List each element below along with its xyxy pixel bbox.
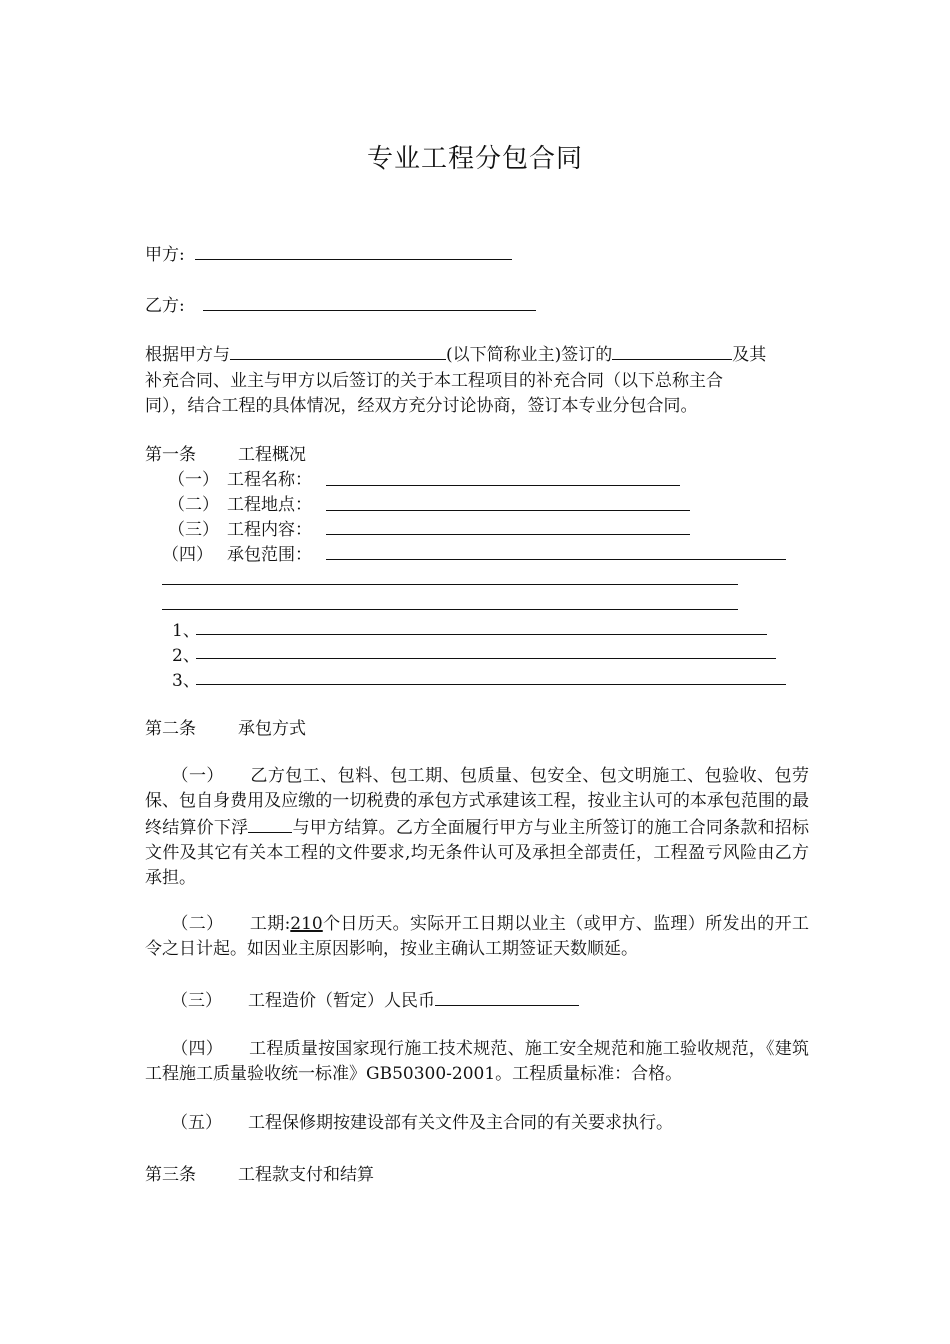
clause-index: （三） bbox=[171, 991, 222, 1011]
party-b-blank[interactable] bbox=[203, 310, 536, 311]
discount-blank[interactable] bbox=[248, 814, 292, 833]
price-blank[interactable] bbox=[435, 987, 579, 1006]
intro-line-2: 补充合同、业主与甲方以后签订的关于本工程项目的补充合同（以下总称主合 bbox=[145, 371, 723, 391]
article1-num: 第一条 bbox=[145, 445, 196, 465]
article3-title: 工程款支付和结算 bbox=[238, 1165, 374, 1185]
article2-num: 第二条 bbox=[145, 719, 196, 739]
article3-heading bbox=[145, 1160, 374, 1185]
clause-index: （二） bbox=[171, 914, 224, 934]
sub-item-1: 1、 bbox=[172, 621, 200, 641]
owner-blank[interactable] bbox=[230, 341, 446, 360]
document-title: 专业工程分包合同 bbox=[366, 144, 583, 174]
intro-line-3: 同），结合工程的具体情况，经双方充分讨论协商，签订本专业分包合同。 bbox=[145, 396, 698, 416]
item-label: 承包范围： bbox=[227, 545, 312, 565]
party-a-blank[interactable] bbox=[195, 259, 512, 260]
contract-blank[interactable] bbox=[612, 341, 732, 360]
item-index: （一） bbox=[168, 470, 219, 490]
party-a bbox=[145, 240, 185, 265]
article2-clause-4 bbox=[145, 1037, 809, 1087]
clause-text: 工程保修期按建设部有关文件及主合同的有关要求执行。 bbox=[248, 1113, 673, 1133]
article2-clause-2 bbox=[145, 912, 809, 962]
project-content-blank[interactable] bbox=[326, 534, 690, 535]
scope-blank-line-3[interactable] bbox=[162, 609, 738, 610]
sub-item-3: 3、 bbox=[172, 671, 200, 691]
item-index: （二） bbox=[168, 495, 219, 515]
clause-text: 个日历天。实际开工日期以业主（或甲方、监理）所发出的开工令之日计起。如因业主原因影响，按业主确认工期签证天数顺延。 bbox=[145, 914, 809, 959]
clause-text: 与甲方结算。乙方全面履行甲方与业主所签订的施工合同条款和招标文件及其它有关本工程的文件要求,均无条件认可及承担全部责任，工程盈亏风险由乙方承担。 bbox=[145, 818, 810, 888]
article1-item-1 bbox=[168, 465, 312, 490]
clause-index: （五） bbox=[171, 1113, 222, 1133]
party-a-label: 甲方: bbox=[145, 245, 185, 265]
article2-clause-3 bbox=[145, 987, 809, 1014]
article2-clause-1 bbox=[145, 764, 809, 891]
clause-text: 工期: bbox=[249, 914, 291, 934]
scope-blank-line-2[interactable] bbox=[162, 584, 738, 585]
article3-num: 第三条 bbox=[145, 1165, 196, 1185]
sub-item-3-blank[interactable] bbox=[196, 684, 786, 685]
sub-item-2-blank[interactable] bbox=[196, 658, 776, 659]
item-label: 工程名称： bbox=[227, 470, 312, 490]
sub-item-1-blank[interactable] bbox=[196, 634, 767, 635]
clause-text: 工程造价（暂定）人民币 bbox=[248, 991, 435, 1011]
item-label: 工程内容： bbox=[227, 520, 312, 540]
duration-days: 210 bbox=[290, 914, 323, 934]
article2-title: 承包方式 bbox=[238, 719, 306, 739]
article1-title: 工程概况 bbox=[238, 445, 306, 465]
project-location-blank[interactable] bbox=[326, 510, 690, 511]
article2-clause-5 bbox=[145, 1111, 809, 1136]
article1-item-3 bbox=[168, 515, 312, 540]
project-name-blank[interactable] bbox=[326, 485, 680, 486]
clause-text: 工程质量按国家现行施工技术规范、施工安全规范和施工验收规范，《建筑工程施工质量验收统一标准》GB50300-2001。工程质量标准：合格。 bbox=[145, 1039, 810, 1084]
item-index: （四） bbox=[162, 545, 213, 565]
clause-index: （一） bbox=[171, 766, 224, 786]
party-b bbox=[145, 291, 185, 316]
intro-part2: (以下简称业主)签订的 bbox=[446, 345, 613, 365]
clause-text: 乙方包工、包料、包工期、包质量、包安全、包文明施工、包验收、包劳保、包自身费用及应缴的一切税费的承包方式承建该工程，按业主认可的本承包范围的最终结算价下浮 bbox=[145, 766, 810, 838]
intro-part1: 根据甲方与 bbox=[145, 345, 230, 365]
item-label: 工程地点： bbox=[227, 495, 312, 515]
intro-line-1 bbox=[145, 340, 766, 365]
article1-heading bbox=[145, 440, 306, 465]
article1-item-4 bbox=[162, 540, 312, 565]
clause-index: （四） bbox=[171, 1039, 223, 1059]
intro-part3: 及其 bbox=[732, 345, 767, 365]
article1-item-2 bbox=[168, 490, 312, 515]
sub-item-2: 2、 bbox=[172, 646, 200, 666]
scope-blank[interactable] bbox=[326, 559, 786, 560]
item-index: （三） bbox=[168, 520, 219, 540]
party-b-label: 乙方: bbox=[145, 296, 185, 316]
article2-heading bbox=[145, 714, 306, 739]
